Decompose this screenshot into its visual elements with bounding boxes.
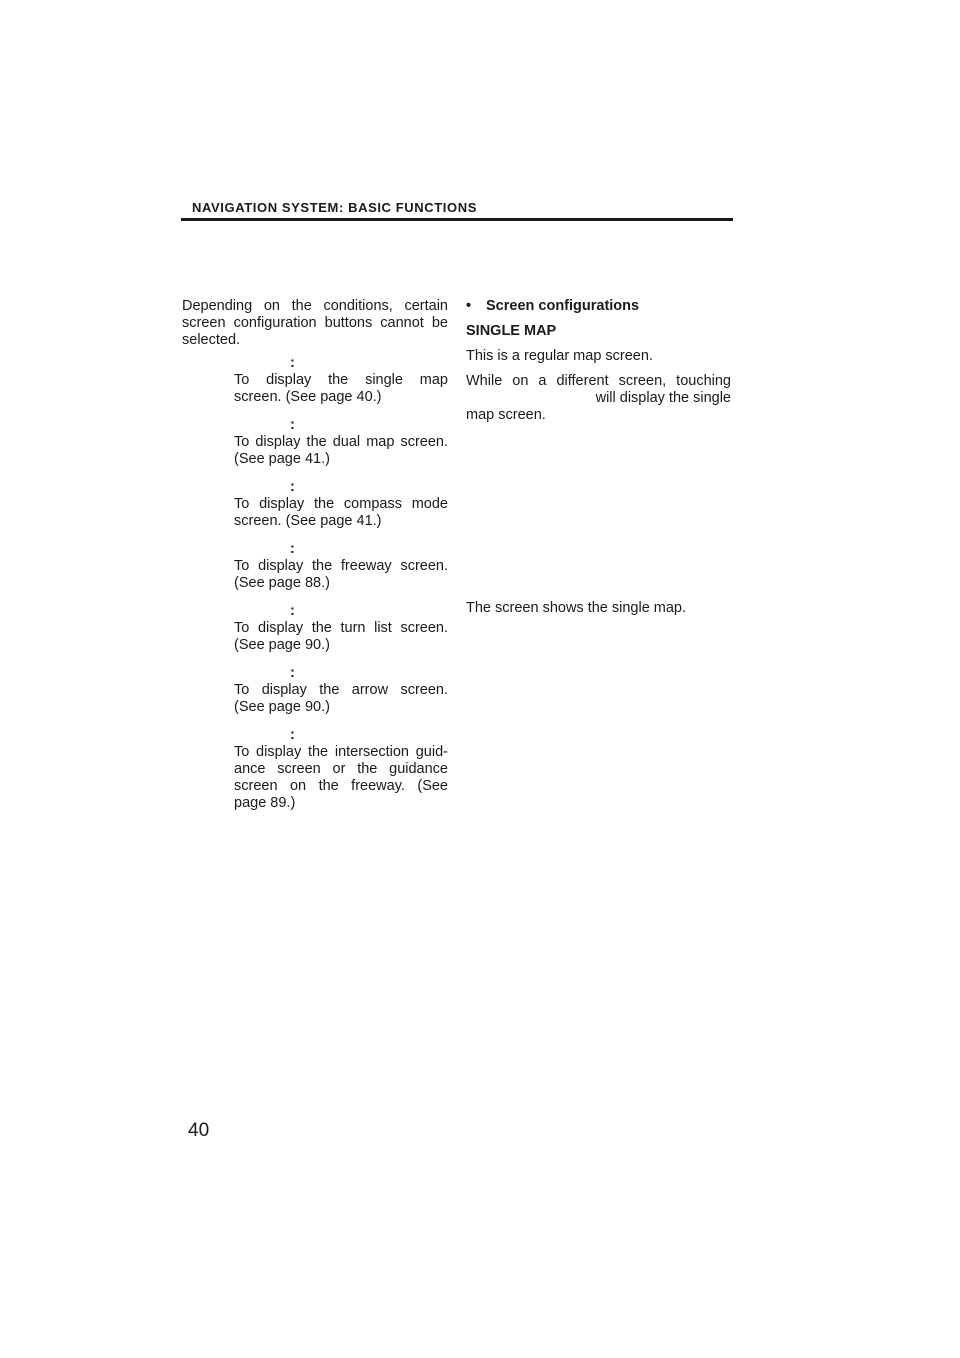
section-heading-text: Screen configurations (486, 298, 640, 314)
item-description: To display the intersection guid-ance screen or the guidance screen on the freeway. (See page 89.) (234, 744, 448, 811)
item-description: To display the turn list screen. (See page 90.) (234, 620, 448, 653)
paragraph (466, 373, 731, 424)
item-description: To display the freeway screen. (See page 88.) (234, 558, 448, 591)
item-description: To display the compass mode screen. (See page 41.) (234, 496, 448, 529)
list-item (234, 603, 448, 654)
paragraph: This is a regular map screen. (466, 348, 653, 364)
paragraph-line: will display the single (595, 390, 731, 406)
item-colon: : (290, 665, 295, 681)
section-heading (466, 298, 731, 315)
item-colon: : (290, 355, 295, 371)
left-column (182, 298, 448, 823)
list-item (234, 541, 448, 592)
list-item (234, 479, 448, 530)
item-colon: : (290, 479, 295, 495)
item-colon: : (290, 417, 295, 433)
list-item (234, 727, 448, 812)
header-rule (181, 218, 733, 221)
figure-caption: The screen shows the single map. (466, 600, 687, 616)
running-header: NAVIGATION SYSTEM: BASIC FUNCTIONS (192, 200, 477, 215)
item-description: To display the dual map screen. (See page 41.) (234, 434, 448, 467)
item-colon: : (290, 727, 295, 743)
paragraph-line: While on a different screen, touching (466, 373, 731, 389)
list-item (234, 417, 448, 468)
item-description: To display the arrow screen. (See page 90.) (234, 682, 448, 715)
list-item (234, 355, 448, 406)
intro-paragraph: Depending on the conditions, certain screen configuration buttons cannot be selected. (182, 298, 448, 348)
item-colon: : (290, 603, 295, 619)
paragraph-line: map screen. (466, 407, 546, 423)
page-number: 40 (188, 1120, 210, 1141)
subsection-heading: SINGLE MAP (466, 323, 557, 339)
item-description: To display the single map screen. (See page 40.) (234, 372, 448, 405)
right-column (466, 298, 731, 616)
item-colon: : (290, 541, 295, 557)
list-item (234, 665, 448, 716)
bullet-icon: • (466, 298, 472, 314)
